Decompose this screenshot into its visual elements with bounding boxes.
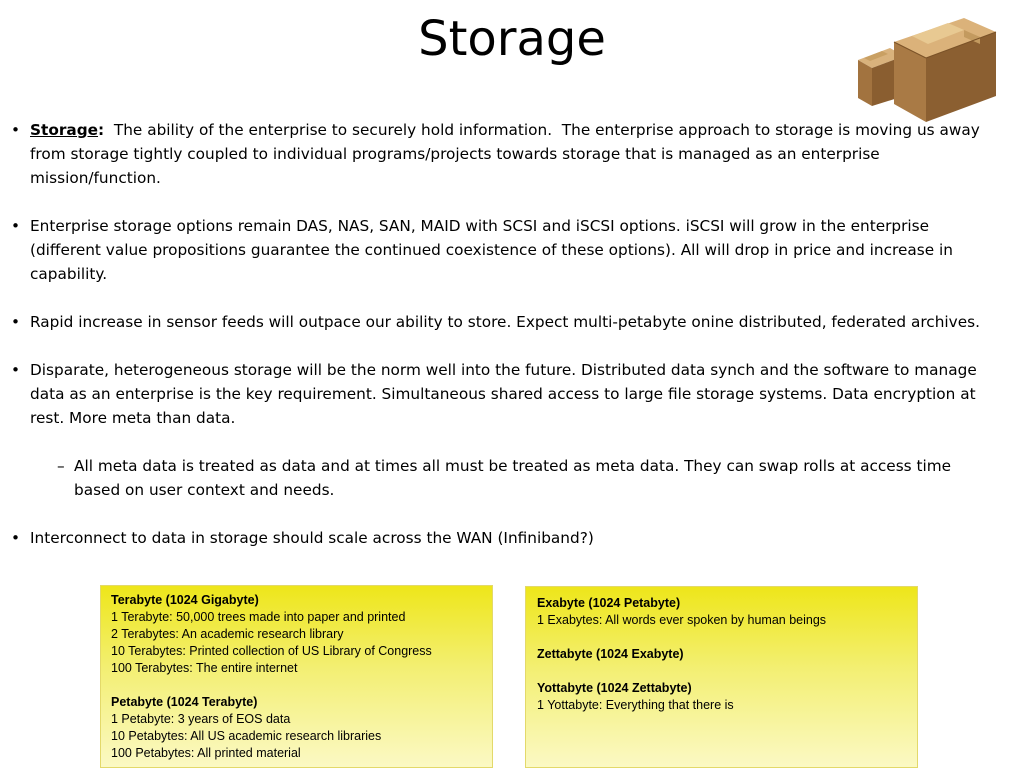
sub-bullet-symbol: – [57, 457, 65, 475]
storage-term: Storage [30, 121, 99, 139]
box-line: 1 Exabytes: All words ever spoken by human beings [537, 613, 827, 627]
bullet-list [10, 118, 1000, 550]
storage-term-colon: : [98, 121, 105, 139]
bullet-text: Rapid increase in sensor feeds will outpace our ability to store. Expect multi-petabyte onine distributed, federated archives. [30, 313, 980, 331]
bullet-heterogeneous-storage [10, 358, 1000, 430]
bullet-symbol: • [11, 121, 21, 139]
box-line: 1 Terabyte: 50,000 trees made into paper and printed [111, 610, 406, 624]
box-line: 100 Terabytes: The entire internet [111, 661, 298, 675]
bullet-storage-definition [10, 118, 1000, 190]
zettabyte-heading: Zettabyte (1024 Exabyte) [537, 647, 684, 661]
terabyte-petabyte-box [100, 585, 493, 768]
bullet-text: All meta data is treated as data and at times all must be treated as meta data. They can swap rolls at access time based on user context and needs. [74, 457, 952, 499]
bullet-symbol: • [11, 361, 21, 379]
spacer [537, 629, 906, 646]
box-line: 1 Yottabyte: Everything that there is [537, 698, 734, 712]
terabyte-heading: Terabyte (1024 Gigabyte) [111, 593, 259, 607]
bullet-text: Interconnect to data in storage should scale across the WAN (Infiniband?) [30, 529, 594, 547]
box-line: 2 Terabytes: An academic research library [111, 627, 344, 641]
bullet-symbol: • [11, 529, 21, 547]
box-line: 10 Terabytes: Printed collection of US Library of Congress [111, 644, 432, 658]
bullet-sensor-feeds [10, 310, 1000, 334]
spacer [111, 677, 482, 694]
bullet-text: Enterprise storage options remain DAS, NAS, SAN, MAID with SCSI and iSCSI options. iSCSI will grow in the enterprise (different value propositions guarantee the continued coexistence of these options). All will drop in price and increase in capability. [30, 217, 953, 283]
bullet-symbol: • [11, 217, 21, 235]
box-line: 100 Petabytes: All printed material [111, 746, 301, 760]
bullet-text: The ability of the enterprise to securely hold information. The enterprise approach to storage is moving us away from storage tightly coupled to individual programs/projects towards storage that is managed as an enterprise mission/function. [30, 121, 985, 187]
yottabyte-heading: Yottabyte (1024 Zettabyte) [537, 681, 692, 695]
box-line: 1 Petabyte: 3 years of EOS data [111, 712, 291, 726]
box-line: 10 Petabytes: All US academic research libraries [111, 729, 382, 743]
exabyte-heading: Exabyte (1024 Petabyte) [537, 596, 681, 610]
cardboard-boxes-icon [852, 12, 1002, 124]
slide-title: Storage [418, 11, 606, 67]
spacer [537, 663, 906, 680]
bullet-storage-options [10, 214, 1000, 286]
sub-bullet-meta-data [10, 454, 1000, 502]
bullet-symbol: • [11, 313, 21, 331]
bullet-interconnect [10, 526, 1000, 550]
petabyte-heading: Petabyte (1024 Terabyte) [111, 695, 258, 709]
bullet-text: Disparate, heterogeneous storage will be the norm well into the future. Distributed data synch and the software to manage data as an enterprise is the key requirement. Simultaneous shared access to large file storage systems. Data encryption at rest. More meta than data. [30, 361, 977, 427]
exabyte-yottabyte-box [525, 586, 918, 768]
